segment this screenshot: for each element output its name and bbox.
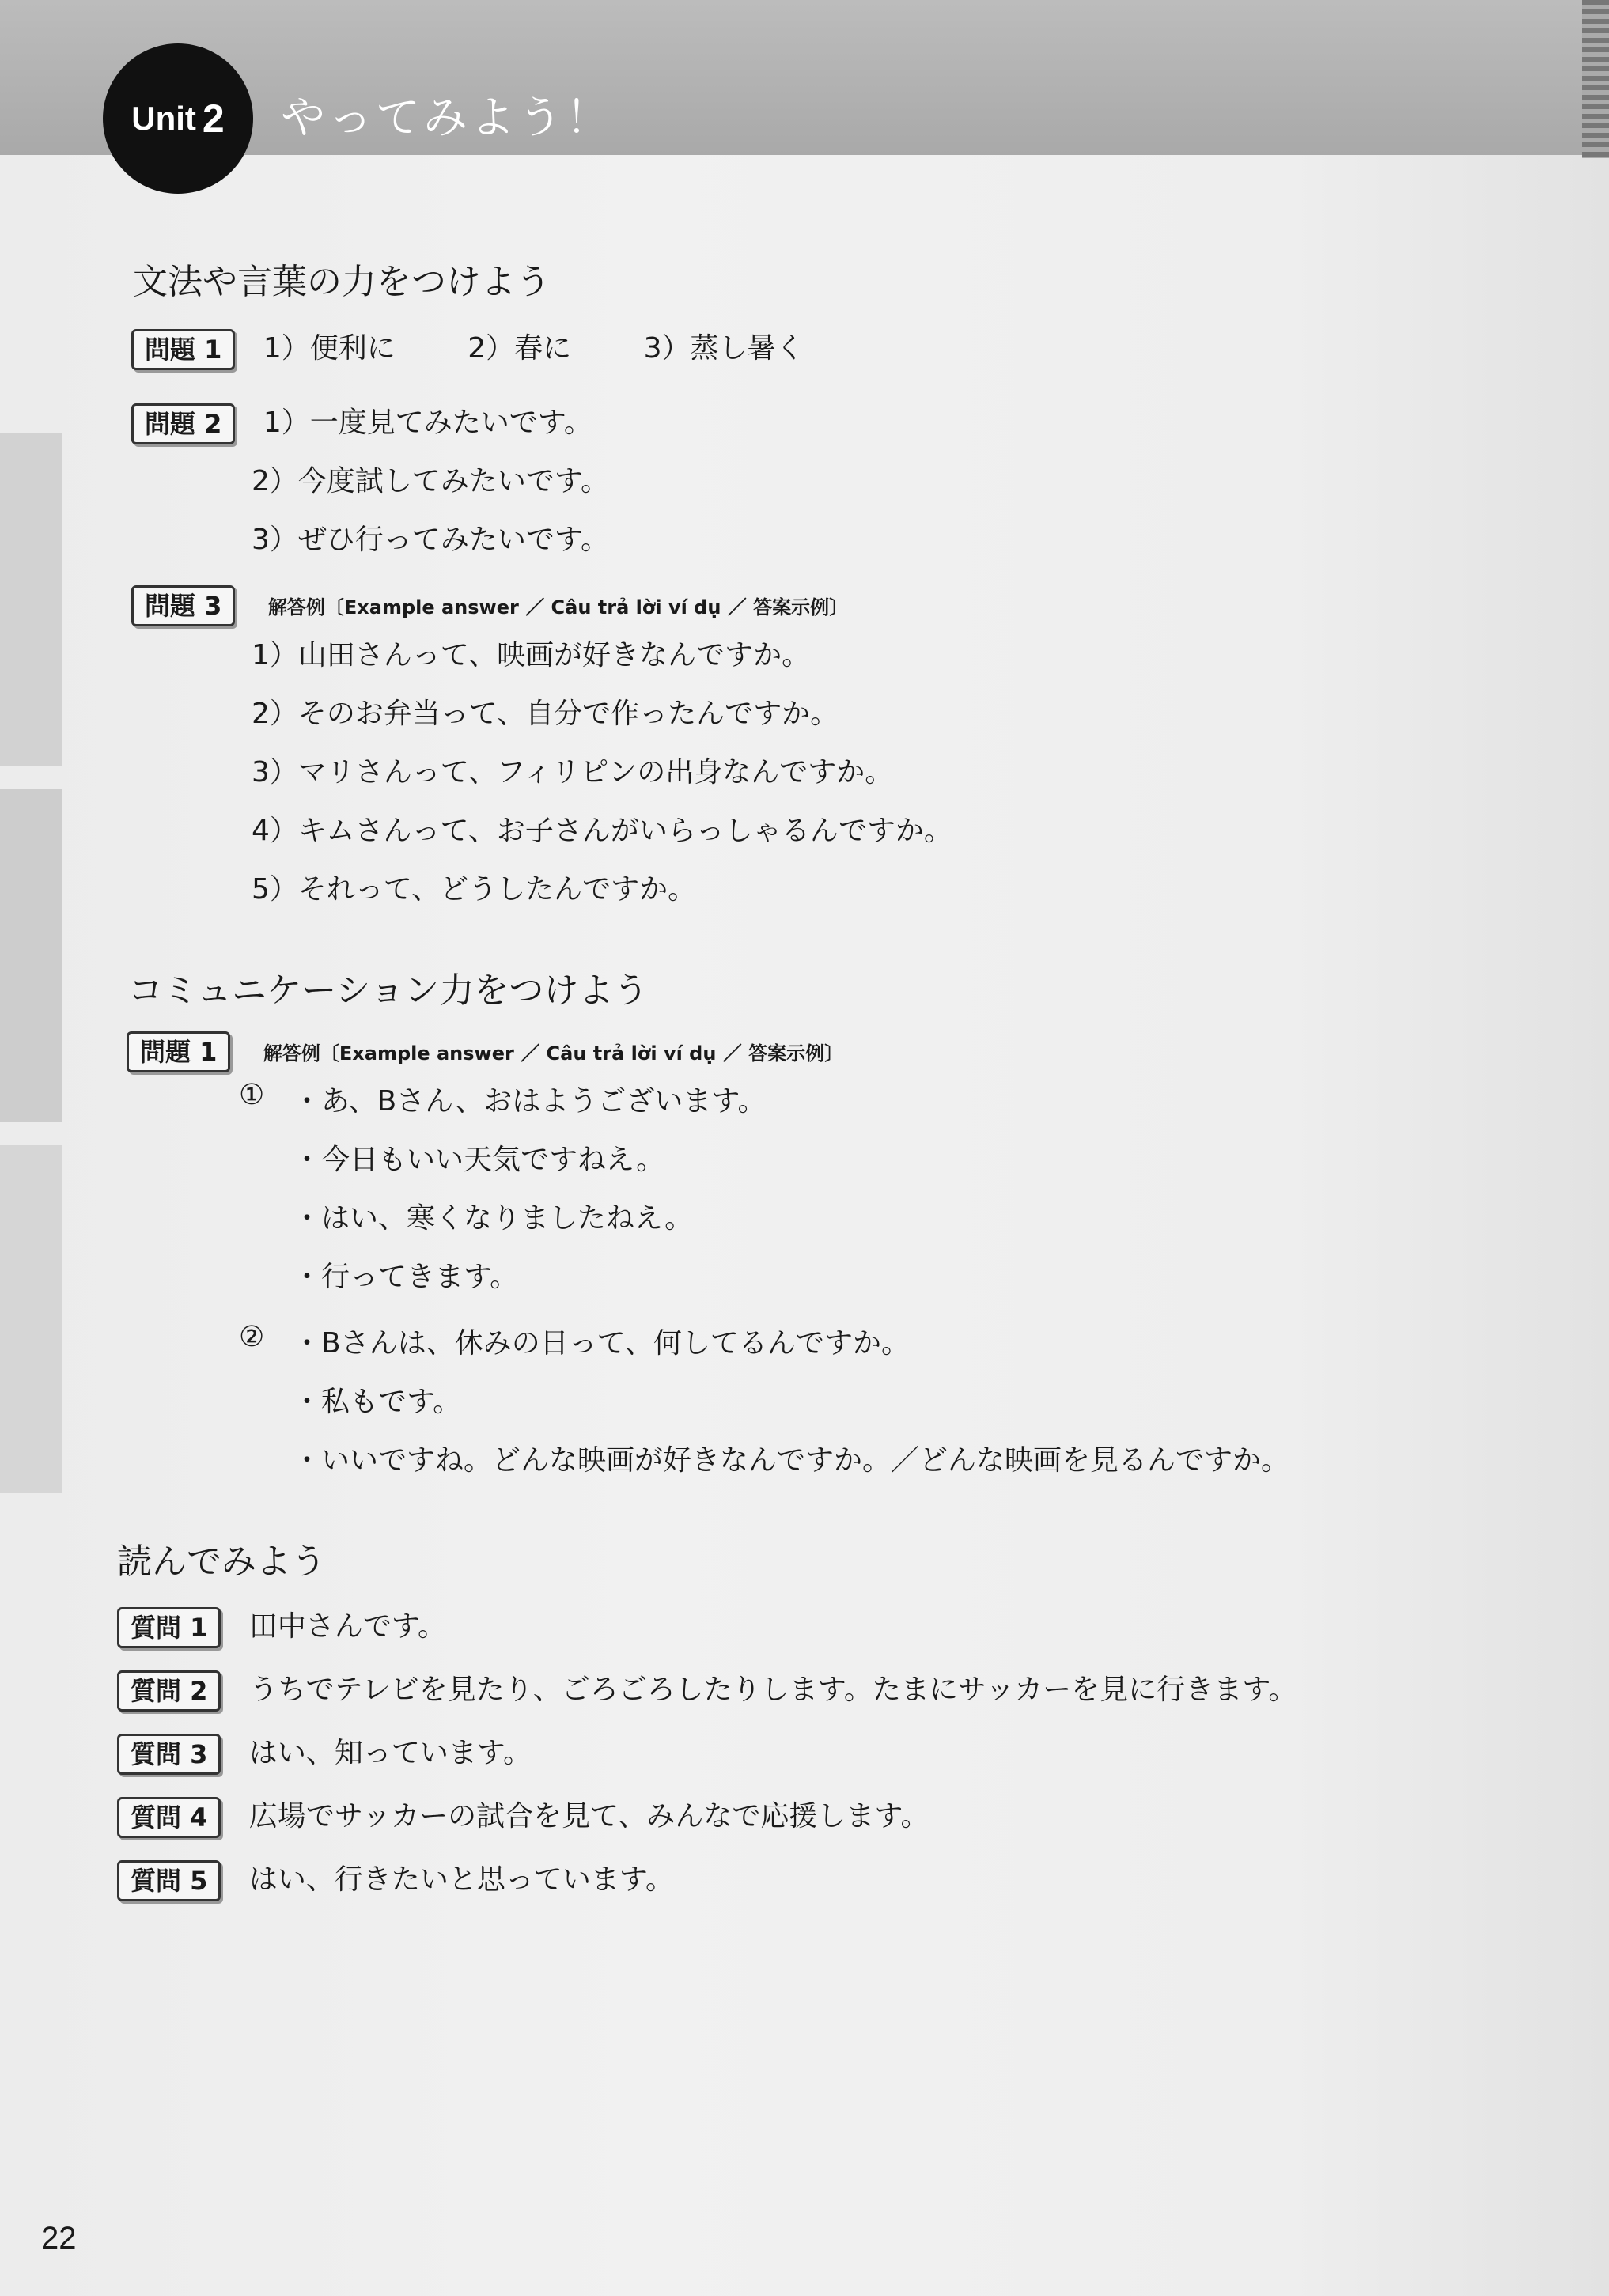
answer-item: 1）便利に	[263, 332, 396, 365]
answer-item: 3）蒸し暑く	[643, 332, 804, 365]
answer-line: 2）そのお弁当って、自分で作ったんですか。	[252, 698, 839, 730]
reading-row	[117, 1794, 929, 1838]
answer-line: 4）キムさんって、お子さんがいらっしゃるんですか。	[252, 815, 952, 847]
reading-row	[117, 1604, 446, 1648]
answer-text: はい、知っています。	[248, 1737, 532, 1769]
grammar-q1-row	[131, 326, 868, 370]
unit-number: 2	[202, 96, 225, 141]
answer-text: はい、行きたいと思っています。	[248, 1863, 674, 1896]
answer-line: 3）ぜひ行ってみたいです。	[252, 524, 610, 556]
answer-line: 1）一度見てみたいです。	[263, 407, 592, 439]
dialog-line: ・行ってきます。	[293, 1261, 519, 1293]
dialog-line: ・今日もいい天気ですねえ。	[293, 1144, 665, 1176]
section-heading-reading: 読んでみよう	[117, 1541, 326, 1582]
answer-line: 1）山田さんって、映画が好きなんですか。	[252, 639, 811, 671]
question-tag: 質問 4	[117, 1797, 221, 1838]
answer-line: 5）それって、どうしたんですか。	[252, 873, 697, 906]
section-heading-communication: コミュニケーション力をつけよう	[128, 970, 649, 1011]
side-index-tab	[0, 1145, 62, 1493]
dialog-line: ・Bさんは、休みの日って、何してるんですか。	[293, 1327, 910, 1360]
reading-row	[117, 1667, 1297, 1712]
answer-text: うちでテレビを見たり、ごろごろしたりします。たまにサッカーを見に行きます。	[248, 1674, 1297, 1706]
question-tag: 問題 2	[131, 403, 235, 444]
dialog-line: ・いいですね。どんな映画が好きなんですか。／どんな映画を見るんですか。	[293, 1444, 1290, 1477]
question-tag: 質問 3	[117, 1734, 221, 1775]
reading-row	[117, 1857, 674, 1901]
dialog-line: ・はい、寒くなりましたねえ。	[293, 1202, 694, 1235]
dialog-line: ・私もです。	[293, 1386, 462, 1418]
page-title: やってみよう！	[281, 93, 613, 144]
answer-line: 3）マリさんって、フィリピンの出身なんですか。	[252, 756, 894, 789]
side-index-tab	[0, 433, 62, 766]
group-marker: ①	[239, 1079, 265, 1111]
section-heading-grammar: 文法や言葉の力をつけよう	[133, 262, 551, 302]
unit-label: Unit	[131, 100, 196, 137]
question-tag: 質問 1	[117, 1607, 221, 1648]
question-tag: 問題 1	[127, 1031, 230, 1072]
dialog-line: ・あ、Bさん、おはようございます。	[293, 1085, 767, 1118]
answer-text: 広場でサッカーの試合を見て、みんなで応援します。	[248, 1800, 929, 1833]
communication-q1-row	[127, 1031, 843, 1072]
question-tag: 問題 1	[131, 329, 235, 370]
side-index-tab	[0, 789, 62, 1122]
reading-row	[117, 1731, 532, 1775]
example-answer-note: 解答例〔Example answer ／ Câu trả lời ví dụ ／ 答案示例〕	[267, 596, 849, 618]
question-tag: 質問 2	[117, 1670, 221, 1712]
example-answer-note: 解答例〔Example answer ／ Câu trả lời ví dụ ／ 答案示例〕	[263, 1042, 844, 1065]
binding-edge	[1582, 0, 1609, 158]
question-tag: 質問 5	[117, 1860, 221, 1901]
grammar-q3-row	[131, 585, 848, 626]
unit-badge	[103, 43, 253, 194]
question-tag: 問題 3	[131, 585, 235, 626]
answer-text: 田中さんです。	[248, 1610, 446, 1643]
answer-item: 2）春に	[468, 332, 572, 365]
grammar-q2-row	[131, 400, 592, 444]
page-number: 22	[41, 2221, 77, 2256]
answer-line: 2）今度試してみたいです。	[252, 465, 610, 497]
group-marker: ②	[239, 1321, 265, 1353]
